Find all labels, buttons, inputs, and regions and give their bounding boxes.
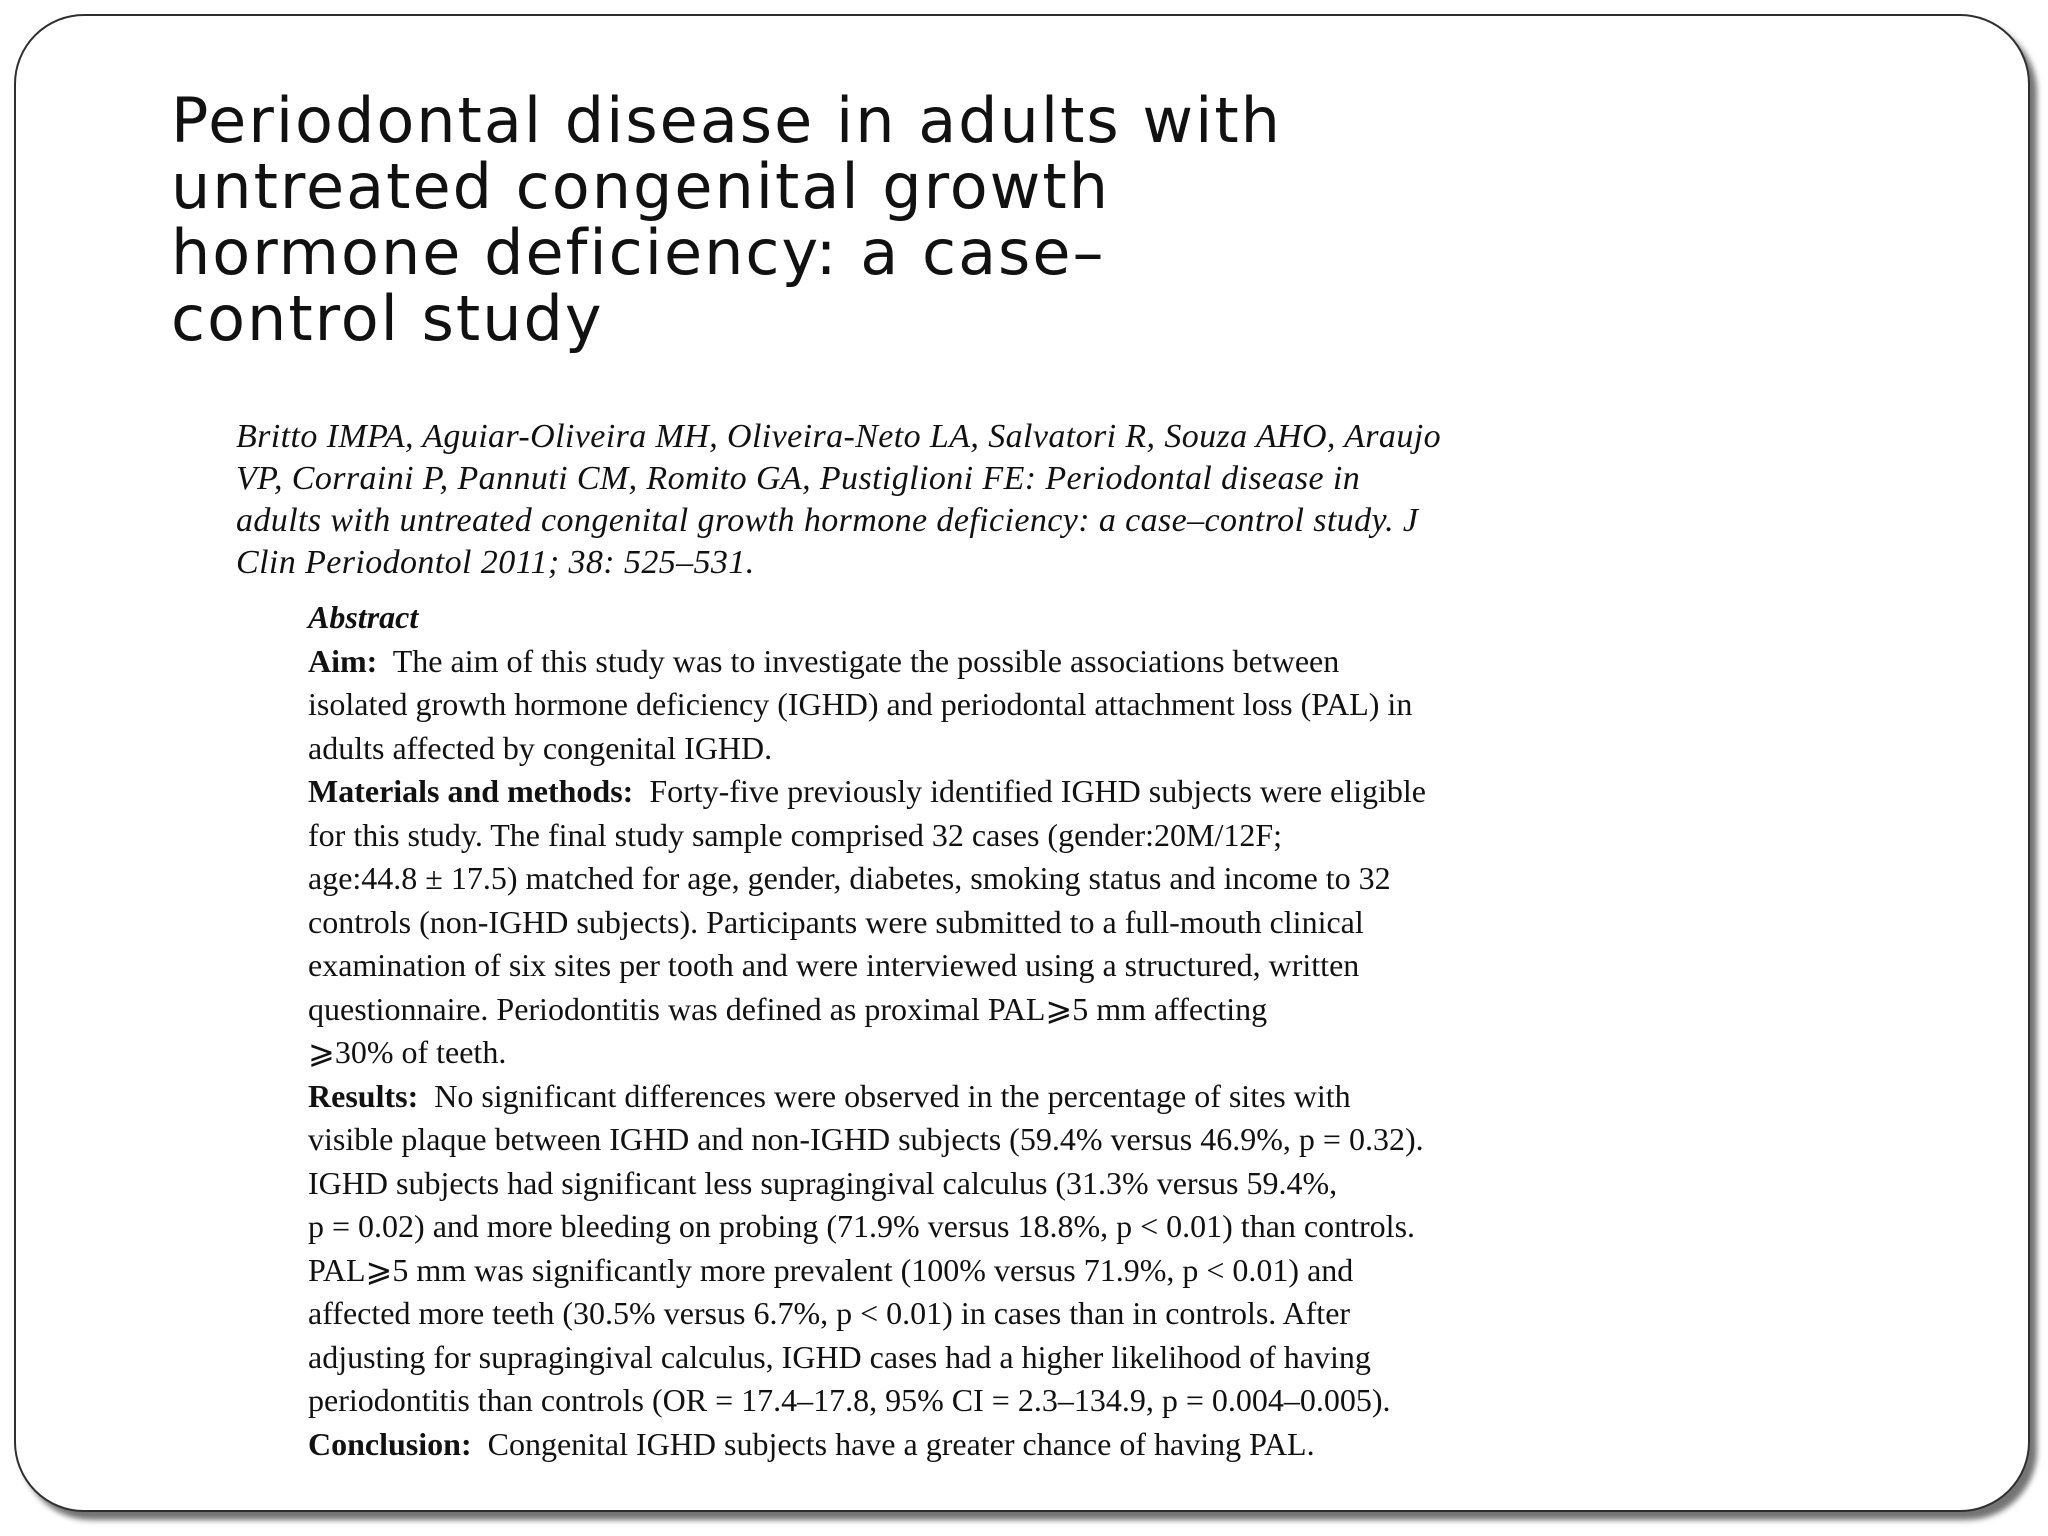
methods-text: Forty-five previously identified IGHD subjects were eligible — [649, 773, 1426, 809]
citation-line: Clin Periodontol 2011; 38: 525–531. — [236, 544, 755, 581]
abstract-line: visible plaque between IGHD and non-IGHD subjects (59.4% versus 46.9%, p = 0.32). — [308, 1121, 1424, 1157]
abstract-conclusion — [308, 1423, 1728, 1467]
abstract-line: p = 0.02) and more bleeding on probing (71.9% versus 18.8%, p < 0.01) than controls. — [308, 1208, 1416, 1244]
abstract-line: adjusting for supragingival calculus, IGHD cases had a higher likelihood of having — [308, 1338, 1371, 1375]
abstract-aim — [308, 640, 1728, 771]
abstract-line: affected more teeth (30.5% versus 6.7%, p < 0.01) in cases than in controls. After — [308, 1295, 1351, 1331]
abstract-line: age:44.8 ± 17.5) matched for age, gender, diabetes, smoking status and income to 32 — [308, 860, 1391, 896]
slide-frame — [14, 14, 2030, 1512]
abstract-line — [308, 1075, 1728, 1119]
citation-line: adults with untreated congenital growth hormone deficiency: a case–control study. J — [236, 502, 1419, 539]
abstract-line: for this study. The final study sample comprised 32 cases (gender:20M/12F; — [308, 816, 1283, 853]
conclusion-text: Congenital IGHD subjects have a greater chance of having PAL. — [487, 1425, 1315, 1462]
title-line: untreated congenital growth — [171, 150, 1110, 223]
abstract-line — [308, 1423, 1728, 1467]
title-line: hormone deficiency: a case– — [171, 216, 1106, 289]
aim-label: Aim: — [308, 642, 378, 679]
abstract-line: periodontitis than controls (OR = 17.4–17.8, 95% CI = 2.3–134.9, p = 0.004–0.005). — [308, 1382, 1391, 1418]
citation-line: Britto IMPA, Aguiar-Oliveira MH, Oliveira-Neto LA, Salvatori R, Souza AHO, Araujo — [236, 418, 1441, 455]
results-label: Results: — [308, 1077, 419, 1114]
abstract-line: isolated growth hormone deficiency (IGHD) and periodontal attachment loss (PAL) in — [308, 686, 1413, 722]
results-text: No significant differences were observed in the percentage of sites with — [434, 1077, 1351, 1114]
abstract-line: PAL⩾5 mm was significantly more prevalent (100% versus 71.9%, p < 0.01) and — [308, 1251, 1354, 1288]
conclusion-label: Conclusion: — [308, 1425, 472, 1462]
abstract-results — [308, 1075, 1728, 1423]
abstract-line: questionnaire. Periodontitis was defined as proximal PAL⩾5 mm affecting — [308, 990, 1268, 1027]
abstract-line: controls (non-IGHD subjects). Participants were submitted to a full-mouth clinical — [308, 903, 1364, 940]
abstract-heading: Abstract — [308, 599, 419, 635]
abstract-line — [308, 770, 1728, 814]
title-line: Periodontal disease in adults with — [171, 84, 1282, 157]
aim-text: The aim of this study was to investigate the possible associations between — [392, 642, 1340, 679]
abstract-line — [308, 640, 1728, 684]
abstract-line: examination of six sites per tooth and were interviewed using a structured, written — [308, 947, 1360, 983]
methods-label: Materials and methods: — [308, 773, 634, 809]
abstract — [308, 596, 1728, 1466]
abstract-line: ⩾30% of teeth. — [308, 1034, 507, 1070]
title-line: control study — [171, 282, 604, 355]
abstract-line: adults affected by congenital IGHD. — [308, 729, 773, 766]
citation — [236, 416, 1876, 584]
citation-line: VP, Corraini P, Pannuti CM, Romito GA, Pustiglioni FE: Periodontal disease in — [236, 460, 1361, 497]
abstract-methods — [308, 770, 1728, 1075]
abstract-line: IGHD subjects had significant less supragingival calculus (31.3% versus 59.4%, — [308, 1164, 1338, 1201]
paper-title — [171, 84, 1991, 355]
